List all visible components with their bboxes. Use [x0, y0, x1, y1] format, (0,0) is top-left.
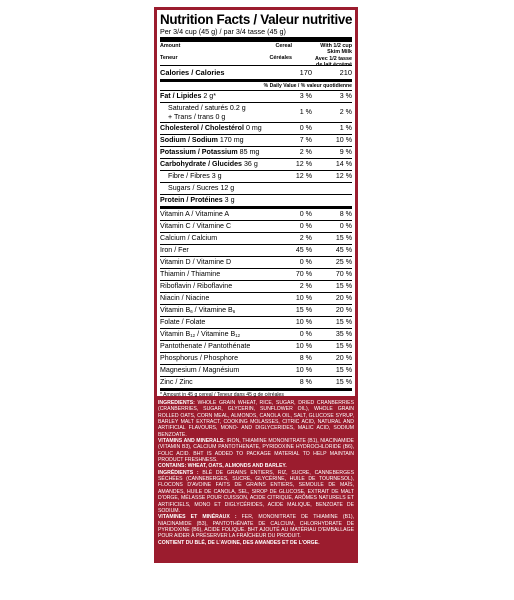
milk-dv: 0 % — [339, 222, 352, 230]
cereal-dv: 10 % — [295, 294, 312, 302]
vitamins-en — [158, 438, 354, 463]
calories-row — [160, 65, 352, 79]
vitamin-subscript: 12 — [190, 332, 196, 338]
nutrient-name — [160, 183, 272, 194]
ingredients-text: WHOLE GRAIN WHEAT, RICE, SUGAR, DRIED CRANBERRIES (CRANBERRIES, SUGAR, GLYCERIN, SUNFLOWER OIL), WHOLE GRAIN ROLLED OATS, CORN MEAL, ALMONDS, CANOLA OIL, SALT, GLUCOSE SYRUP, BARLEY MALT EXTRACT, COOKING MOLASSES, CITRIC ACID, NATURAL AND ARTIFICIAL FLAVOURS, MONO- AND DIGLYCERIDES, MALIC ACID, SODIUM BENZOATE. — [158, 400, 354, 438]
column-header — [160, 37, 352, 69]
cereal-dv: 8 % — [299, 354, 312, 362]
vitamins-label: VITAMINS AND MINERALS: — [158, 438, 225, 445]
vitamin-row — [160, 206, 352, 220]
milk-dv: 15 % — [335, 282, 352, 290]
vitamin-name: Folate / Folate — [160, 318, 206, 326]
nutrient-name — [160, 123, 272, 134]
nutrient-name-line: + Trans / trans 0 g — [168, 112, 226, 121]
nutrient-name — [160, 171, 272, 182]
nutrient-row — [160, 158, 352, 170]
vitamin-subscript: 6 — [190, 308, 193, 314]
vitamin-row — [160, 328, 352, 340]
macronutrient-list — [160, 91, 352, 206]
cereal-dv: 45 % — [295, 246, 312, 254]
daily-value-header: % Daily Value / % valeur quotidienne — [160, 79, 352, 91]
vitamins-fr — [158, 514, 354, 539]
milk-dv: 14 % — [335, 160, 352, 168]
micronutrient-list — [160, 206, 352, 388]
serving-size: Per 3/4 cup (45 g) / par 3/4 tasse (45 g) — [160, 27, 286, 36]
milk-header — [294, 43, 352, 69]
nutrient-label: Sugars / Sucres 12 g — [168, 184, 235, 192]
nutrient-name — [160, 135, 272, 146]
milk-dv: 25 % — [335, 258, 352, 266]
cereales-label: Céréales — [269, 55, 292, 62]
nutrient-row — [160, 182, 352, 194]
ingredients-fr — [158, 470, 354, 514]
nutrient-label: Protein / Protéines — [160, 196, 223, 204]
milk-dv: 12 % — [335, 172, 352, 180]
milk-dv: 20 % — [335, 354, 352, 362]
vitamin-row — [160, 364, 352, 376]
amount-label: Amount — [160, 43, 181, 49]
milk-dv: 15 % — [335, 378, 352, 386]
milk-dv: 1 % — [339, 124, 352, 132]
nutrient-label: Fibre / Fibres 3 g — [168, 172, 222, 180]
vitamin-name: Vitamin D / Vitamine D — [160, 258, 232, 266]
vitamin-row — [160, 220, 352, 232]
milk-dv: 9 % — [339, 148, 352, 156]
cereal-dv: 2 % — [299, 234, 312, 242]
vitamin-label: Vitamin B — [160, 305, 191, 314]
milk-header-line: Skim Milk — [327, 49, 352, 56]
milk-dv: 45 % — [335, 246, 352, 254]
cereal-dv: 10 % — [295, 318, 312, 326]
nutrient-label: Carbohydrate / Glucides — [160, 160, 242, 168]
amount-header — [160, 43, 248, 65]
cereal-label: Cereal — [275, 43, 292, 49]
milk-header-line: With 1/2 cup — [320, 43, 352, 49]
vitamin-name: Thiamin / Thiamine — [160, 270, 221, 278]
contains-en: CONTAINS: WHEAT, OATS, ALMONDS AND BARLEY. — [158, 463, 287, 470]
cereal-header — [250, 43, 292, 65]
milk-dv: 20 % — [335, 306, 352, 314]
milk-dv: 2 % — [339, 108, 352, 117]
vitamin-row — [160, 352, 352, 364]
nutrient-name — [160, 147, 272, 158]
cereal-dv: 0 % — [299, 210, 312, 218]
vitamins-label-fr: VITAMINES ET MINÉRAUX : — [158, 514, 237, 521]
vitamins-text-fr: FER, MONONITRATE DE THIAMINE (B1), NIACINAMIDE (B3), PANTOTHÉNATE DE CALCIUM, CHLORHYDRATE DE PYRIDOXINE (B6), ACIDE FOLIQUE. BHT AJOUTÉ AU MATÉRIAU D'EMBALLAGE POUR AIDER À PRÉSERVER LA FRAÎCHEUR DU PRODUIT. — [158, 514, 354, 540]
nutrient-row — [160, 146, 352, 158]
milk-dv: 15 % — [335, 234, 352, 242]
vitamin-row — [160, 232, 352, 244]
nutrient-row — [160, 194, 352, 206]
cereal-dv: 0 % — [299, 222, 312, 230]
ingredients-label-fr: INGRÉDIENTS : — [158, 469, 199, 476]
ingredients-text-fr: BLÉ DE GRAINS ENTIERS, RIZ, SUCRE, CANNEBERGES SÉCHÉES (CANNEBERGES, SUCRE, GLYCÉRINE, HUILE DE TOURNESOL), FLOCONS D'AVOINE FAITS DE GRAINS ENTIERS, SEMOULE DE MAÏS, AMANDES, HUILE DE CANOLA, SEL, SIROP DE GLUCOSE, EXTRAIT DE MALT D'ORGE, MÉLASSE POUR CUISSON, ACIDE CITRIQUE, ARÔMES NATURELS ET ARTIFICIELS, MONO ET DIGLYCÉRIDES, ACIDE MALIQUE, BENZOATE DE SODIUM. — [158, 469, 354, 514]
vitamin-label-fr: / Vitamine B — [195, 329, 236, 338]
nutrient-name — [160, 104, 272, 121]
nutrient-row — [160, 134, 352, 146]
milk-dv: 10 % — [335, 136, 352, 144]
milk-dv: 70 % — [335, 270, 352, 278]
nutrient-label: Fat / Lipides — [160, 92, 202, 100]
nutrition-panel — [154, 7, 358, 563]
nutrient-name-line: Saturated / saturés 0.2 g — [168, 104, 246, 112]
vitamin-row — [160, 304, 352, 316]
vitamin-name — [160, 305, 272, 317]
vitamin-name: Vitamin A / Vitamine A — [160, 210, 230, 218]
milk-dv: 15 % — [335, 318, 352, 326]
nutrient-amount: 170 mg — [219, 136, 244, 144]
nutrient-row — [160, 91, 352, 102]
cereal-dv: 2 % — [299, 282, 312, 290]
cereal-dv: 0 % — [299, 258, 312, 266]
ingredients-label: INGREDIENTS: — [158, 400, 195, 406]
vitamin-row — [160, 280, 352, 292]
cereal-dv: 2 % — [299, 148, 312, 156]
milk-dv: 35 % — [335, 330, 352, 338]
cereal-dv: 3 % — [299, 92, 312, 100]
vitamin-name: Phosphorus / Phosphore — [160, 354, 239, 362]
nutrient-amount: 36 g — [243, 160, 258, 168]
vitamin-subscript: 6 — [232, 308, 236, 314]
nutrient-amount: 3 g — [224, 196, 235, 204]
nutrition-facts-table — [157, 10, 355, 396]
milk-dv: 3 % — [339, 92, 352, 100]
cereal-dv: 15 % — [295, 306, 312, 314]
cereal-dv: 7 % — [299, 136, 312, 144]
cereal-dv: 10 % — [295, 366, 312, 374]
nutrient-name — [160, 159, 272, 170]
vitamin-name: Iron / Fer — [160, 246, 189, 254]
teneur-label: Teneur — [160, 55, 178, 62]
milk-dv: 15 % — [335, 342, 352, 350]
vitamin-row — [160, 292, 352, 304]
vitamin-row — [160, 316, 352, 328]
vitamin-name: Vitamin C / Vitamine C — [160, 222, 232, 230]
cereal-dv: 70 % — [295, 270, 312, 278]
ingredients-block — [158, 400, 354, 546]
cereal-dv: 1 % — [299, 108, 312, 117]
nutrition-title: Nutrition Facts / Valeur nutritive — [160, 12, 353, 27]
milk-dv: 8 % — [339, 210, 352, 218]
nutrient-amount: 0 mg — [245, 124, 262, 132]
vitamin-name — [160, 329, 272, 341]
vitamin-name: Zinc / Zinc — [160, 378, 193, 386]
cereal-dv: 10 % — [295, 342, 312, 350]
cereal-dv: 0 % — [299, 124, 312, 132]
vitamin-label-fr: / Vitamine B — [192, 305, 233, 314]
milk-header-line: Avec 1/2 tasse — [315, 55, 352, 62]
vitamin-row — [160, 244, 352, 256]
nutrient-row — [160, 170, 352, 182]
nutrient-name — [160, 91, 272, 102]
nutrient-row — [160, 122, 352, 134]
cereal-dv: 8 % — [299, 378, 312, 386]
calories-label: Calories / Calories — [160, 68, 225, 77]
cereal-dv: 12 % — [295, 172, 312, 180]
vitamin-label: Vitamin B — [160, 329, 191, 338]
ingredients-en — [158, 400, 354, 438]
calories-cereal: 170 — [299, 68, 312, 77]
nutrient-amount: 2 g* — [203, 92, 216, 100]
vitamin-row — [160, 268, 352, 280]
nutrient-label: Cholesterol / Cholestérol — [160, 124, 244, 132]
vitamin-name: Riboflavin / Riboflavine — [160, 282, 233, 290]
nutrient-label: Potassium / Potassium — [160, 148, 238, 156]
milk-dv: 15 % — [335, 366, 352, 374]
nutrient-label: Sodium / Sodium — [160, 136, 218, 144]
cereal-dv: 0 % — [299, 330, 312, 338]
vitamin-subscript: 12 — [235, 332, 241, 338]
vitamin-name: Calcium / Calcium — [160, 234, 218, 242]
nutrient-name — [160, 195, 272, 206]
vitamin-row — [160, 256, 352, 268]
vitamin-name: Pantothenate / Pantothénate — [160, 342, 251, 350]
footnote: * Amount in 45 g cereal / Teneur dans 45 g de céréales — [160, 388, 352, 400]
vitamins-text: IRON, THIAMINE MONONITRATE (B1), NIACINAMIDE (VITAMIN B3), CALCIUM PANTOTHENATE, PYRIDOXINE HYDROCHLORIDE (B6), FOLIC ACID. BHT IS ADDED TO PACKAGE MATERIAL TO HELP MAINTAIN PRODUCT FRESHNESS. — [158, 438, 354, 464]
vitamin-row — [160, 340, 352, 352]
vitamin-name: Niacin / Niacine — [160, 294, 210, 302]
contains-fr: CONTIENT DU BLÉ, DE L'AVOINE, DES AMANDES ET DE L'ORGE. — [158, 539, 320, 546]
cereal-dv: 12 % — [295, 160, 312, 168]
calories-milk: 210 — [339, 68, 352, 77]
milk-dv: 20 % — [335, 294, 352, 302]
nutrient-row — [160, 102, 352, 122]
milk-header-line: de lait écrémé — [316, 62, 352, 69]
vitamin-name: Magnesium / Magnésium — [160, 366, 240, 374]
vitamin-row — [160, 376, 352, 388]
nutrient-amount: 85 mg — [239, 148, 260, 156]
